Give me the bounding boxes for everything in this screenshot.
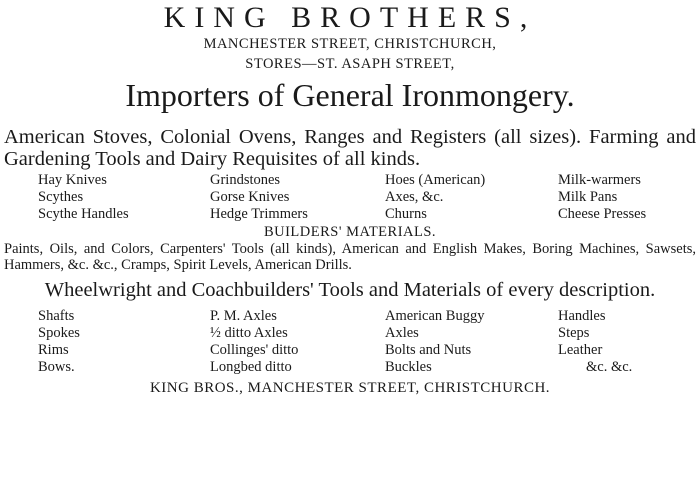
list-item: Shafts xyxy=(38,308,75,324)
list-item: Handles xyxy=(558,308,606,324)
general-items-col-3 xyxy=(385,172,558,223)
list-item: Gorse Knives xyxy=(210,189,290,205)
advertisement-page xyxy=(0,2,700,480)
list-item: Steps xyxy=(558,325,590,341)
list-item: Hay Knives xyxy=(38,172,107,188)
list-item: Longbed ditto xyxy=(210,359,292,375)
wheelwright-items-col-3 xyxy=(385,308,558,376)
address-line-2: STORES—ST. ASAPH STREET, xyxy=(245,56,455,72)
list-item: Milk-warmers xyxy=(558,172,641,188)
wheelwright-items-col-2 xyxy=(210,308,385,376)
wheelwright-items-col-4 xyxy=(558,308,700,376)
list-item: Axles xyxy=(385,325,419,341)
wheelwright-lead-text: Wheelwright and Coachbuilders' Tools and Materials of every description. xyxy=(44,279,656,301)
list-item: Rims xyxy=(38,342,69,358)
builders-paragraph: Paints, Oils, and Colors, Carpenters' Tools (all kinds), American and English Makes, Boring Machines, Sawsets, Hammers, &c. &c., Cramps, Spirit Levels, American Drills. xyxy=(4,241,696,273)
list-item: &c. &c. xyxy=(586,359,633,375)
wheelwright-items-grid xyxy=(4,308,696,376)
list-item: Axes, &c. xyxy=(385,189,444,205)
list-item: Bolts and Nuts xyxy=(385,342,472,358)
list-item: Collinges' ditto xyxy=(210,342,299,358)
general-items-col-1 xyxy=(38,172,210,223)
list-item: Scythes xyxy=(38,189,84,205)
general-items-col-4 xyxy=(558,172,700,223)
address-line-1: MANCHESTER STREET, CHRISTCHURCH, xyxy=(203,36,497,52)
headline: Importers of General Ironmongery. xyxy=(125,77,575,113)
list-item: Bows. xyxy=(38,359,75,375)
wheelwright-items-col-1 xyxy=(38,308,210,376)
list-item: Spokes xyxy=(38,325,80,341)
list-item: Leather xyxy=(558,342,603,358)
list-item: American Buggy xyxy=(385,308,485,324)
general-items-grid xyxy=(4,172,696,223)
general-lead-text: American Stoves, Colonial Ovens, Ranges and Registers (all sizes). Farming and Gardening Tools and Dairy Requisites of all kinds. xyxy=(4,126,696,170)
list-item: Scythe Handles xyxy=(38,206,129,222)
list-item: Buckles xyxy=(385,359,432,375)
list-item: Milk Pans xyxy=(558,189,618,205)
list-item: Churns xyxy=(385,206,427,222)
list-item: ½ ditto Axles xyxy=(210,325,288,341)
firm-name: KING BROTHERS, xyxy=(163,1,537,34)
general-items-col-2 xyxy=(210,172,385,223)
footer-address: KING BROS., MANCHESTER STREET, CHRISTCHURCH. xyxy=(149,380,551,396)
list-item: Grindstones xyxy=(210,172,281,188)
list-item: Hoes (American) xyxy=(385,172,486,188)
list-item: P. M. Axles xyxy=(210,308,277,324)
list-item: Cheese Presses xyxy=(558,206,647,222)
list-item: Hedge Trimmers xyxy=(210,206,308,222)
builders-heading: BUILDERS' MATERIALS. xyxy=(263,224,437,240)
